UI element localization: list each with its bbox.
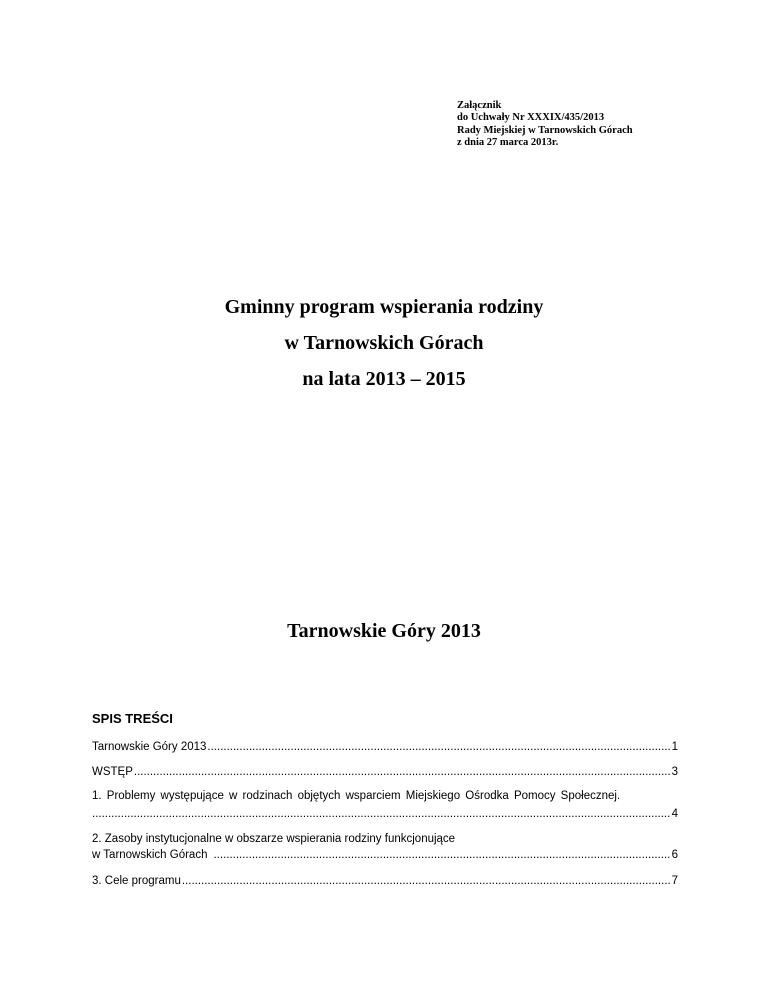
toc-page-number: 1	[671, 741, 678, 753]
toc-entry-label: Tarnowskie Góry 2013	[92, 741, 207, 753]
annex-line-2: do Uchwały Nr XXXIX/435/2013	[457, 112, 605, 124]
toc-dot-leader	[207, 741, 670, 753]
annex-line-1: Załącznik	[457, 100, 502, 111]
annex-line-3: Rady Miejskiej w Tarnowskich Górach	[457, 124, 633, 136]
annex-note	[457, 100, 633, 149]
toc-page-number: 3	[671, 766, 678, 778]
toc-entry-4[interactable]	[92, 833, 678, 865]
toc-dot-leader	[182, 875, 671, 887]
toc-dot-leader	[213, 849, 670, 861]
toc-entry-3[interactable]	[92, 790, 678, 824]
place-and-year: Tarnowskie Góry 2013	[287, 620, 481, 642]
toc-heading: SPIS TREŚCI	[92, 711, 173, 726]
annex-line-4: z dnia 27 marca 2013r.	[457, 136, 559, 148]
title-line-2: w Tarnowskich Górach	[284, 332, 484, 354]
toc-entry-label: 1. Problemy występujące w rodzinach objętych wsparciem Miejskiego Ośrodka Pomocy Społecznej.	[92, 790, 621, 802]
toc-entry-label: WSTĘP	[92, 766, 133, 778]
toc-entry-1[interactable]	[92, 741, 678, 757]
toc-dot-leader	[92, 808, 671, 820]
title-line-3: na lata 2013 – 2015	[302, 368, 466, 390]
toc-entry-label: 3. Cele programu	[92, 875, 181, 887]
toc-dot-leader	[134, 766, 671, 778]
title-line-1: Gminny program wspierania rodziny	[224, 296, 544, 318]
toc-page-number: 7	[671, 875, 678, 887]
toc-page-number: 4	[671, 808, 678, 820]
toc-entry-5[interactable]	[92, 875, 678, 891]
toc-page-number: 6	[671, 849, 678, 861]
toc-entry-label-continued: w Tarnowskich Górach	[92, 849, 208, 861]
toc-entry-2[interactable]	[92, 766, 678, 782]
toc-entry-label: 2. Zasoby instytucjonalne w obszarze wspierania rodziny funkcjonujące	[92, 833, 456, 845]
